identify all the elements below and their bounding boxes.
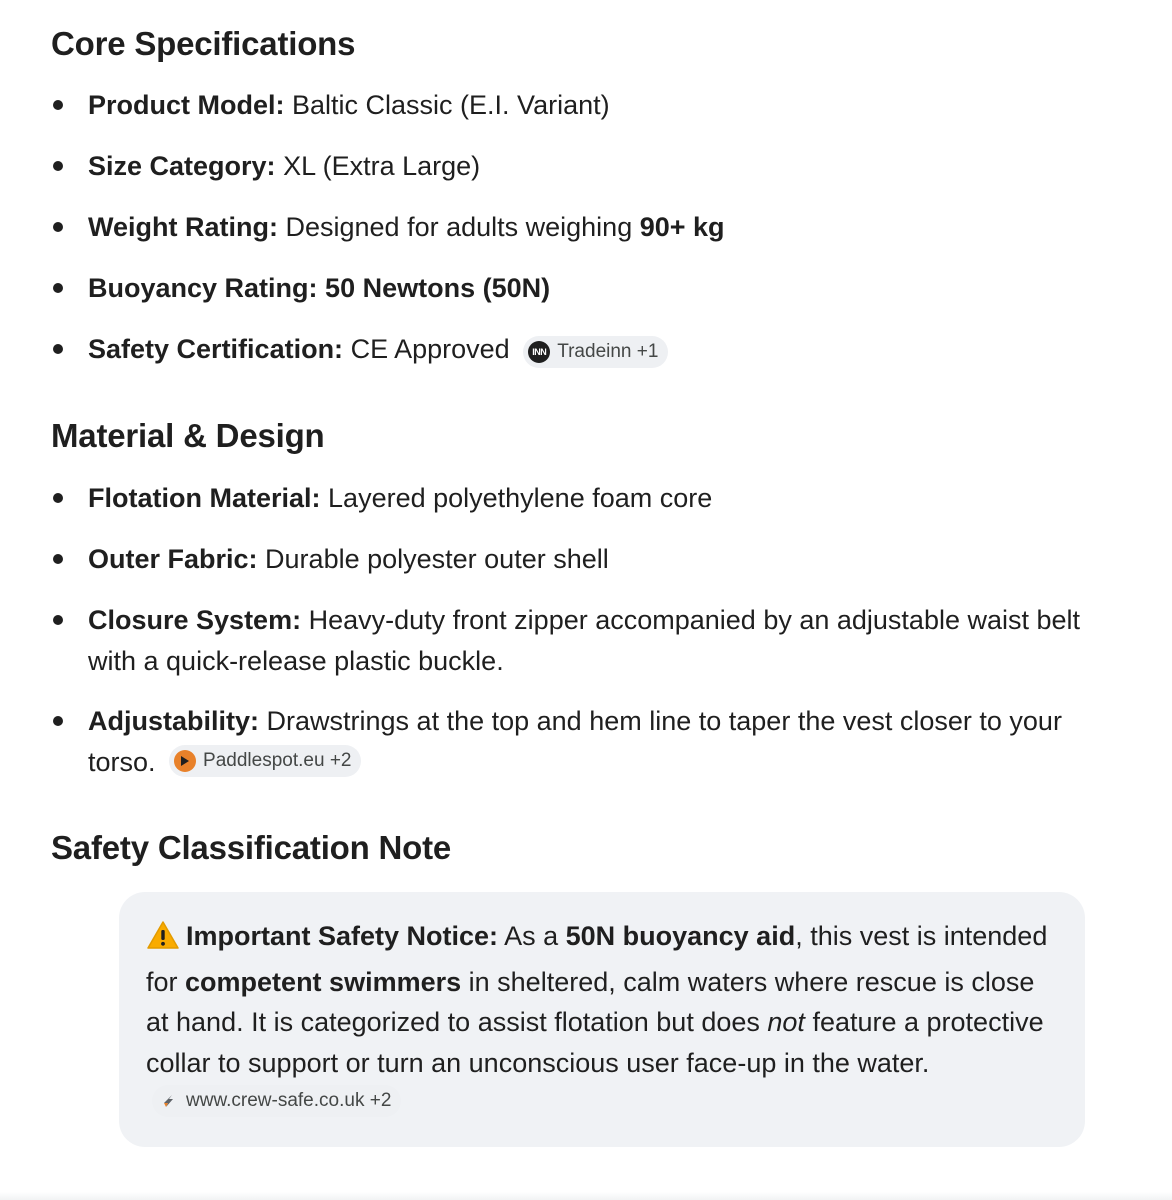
item-value: Drawstrings at the top and hem line to taper the vest closer to your torso. [88, 706, 1062, 777]
warning-icon [146, 920, 180, 962]
list-item [88, 478, 712, 519]
notice-text-segment: , this vest is intended for [146, 921, 1048, 997]
heading-core-specifications: Core Specifications [51, 25, 356, 62]
item-value-bold: 90+ kg [639, 212, 725, 242]
source-chip-label: www.crew-safe.co.uk +2 [186, 1090, 392, 1111]
list-item [88, 329, 668, 370]
source-chip-label: Paddlespot.eu +2 [203, 750, 352, 771]
list-item [88, 701, 1118, 783]
item-label: Outer Fabric: [88, 544, 258, 574]
item-value: CE Approved [350, 334, 510, 364]
item-value-bold: 50 Newtons (50N) [325, 273, 551, 303]
item-label: Buoyancy Rating: [88, 273, 318, 303]
list-item [88, 207, 725, 248]
item-value: Durable polyester outer shell [265, 544, 609, 574]
list-item [88, 146, 480, 187]
tradeinn-logo-icon: INN [528, 341, 550, 363]
item-value: Designed for adults weighing [285, 212, 633, 242]
item-label: Adjustability: [88, 706, 260, 736]
heading-material-design: Material & Design [51, 417, 325, 454]
safety-notice-text [146, 916, 1059, 1124]
item-value: Heavy-duty front zipper accompanied by an adjustable waist belt with a quick-release plastic buckle. [88, 605, 1081, 676]
item-label: Product Model: [88, 90, 285, 120]
list-item [88, 539, 609, 580]
item-label: Size Category: [88, 151, 276, 181]
item-label: Flotation Material: [88, 483, 321, 513]
item-label: Weight Rating: [88, 212, 278, 242]
safety-notice-callout [119, 892, 1085, 1147]
crew-safe-logo-icon [157, 1090, 179, 1112]
list-item [88, 85, 610, 126]
source-chip-tradeinn[interactable] [523, 336, 668, 368]
item-value: Layered polyethylene foam core [328, 483, 713, 513]
source-chip-paddlespot[interactable] [169, 745, 361, 777]
source-chip-label: Tradeinn +1 [557, 341, 659, 362]
item-label: Closure System: [88, 605, 302, 635]
notice-bold-segment: competent swimmers [185, 966, 462, 997]
list-item [88, 600, 1118, 682]
notice-bold-segment: 50N buoyancy aid [565, 921, 796, 951]
list-item [88, 268, 550, 309]
item-value: Baltic Classic (E.I. Variant) [292, 90, 610, 120]
item-value: XL (Extra Large) [283, 151, 481, 181]
notice-text-segment: in sheltered, calm waters where rescue is close at hand. It is categorized to assist flotation but does [146, 966, 1035, 1037]
notice-text-segment: feature a protective collar to support or turn an unconscious user face-up in the water. [146, 1007, 1044, 1078]
source-chip-crew-safe[interactable] [152, 1085, 401, 1117]
paddlespot-logo-icon [174, 750, 196, 772]
item-label: Safety Certification: [88, 334, 344, 364]
notice-text-segment: As a [504, 921, 559, 951]
bottom-edge [0, 1192, 1172, 1200]
notice-emphasis: not [767, 1007, 805, 1037]
heading-safety-classification: Safety Classification Note [51, 829, 452, 866]
notice-label: Important Safety Notice: [186, 921, 499, 951]
